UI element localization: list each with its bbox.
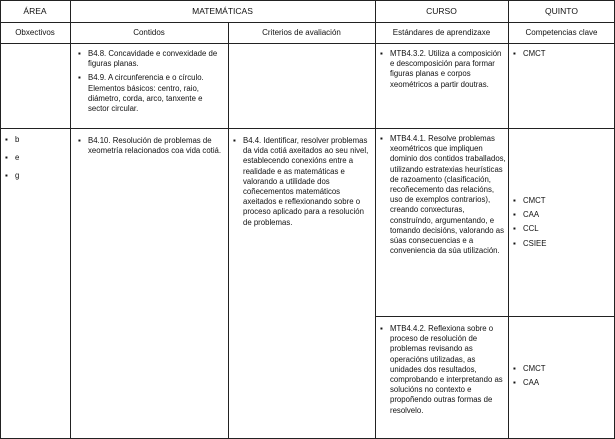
list-item: ▪ MTB4.3.2. Utiliza a composición e descomposición para formar figuras planas e corpos xeométricos a partir doutras. xyxy=(380,49,506,90)
list-item: ▪ CMCT xyxy=(513,364,611,374)
list-item: ▪ g xyxy=(5,171,65,181)
table-border xyxy=(228,22,229,439)
subheader-contents: Contidos xyxy=(133,28,165,37)
list-item: ▪ B4.10. Resolución de problemas de xeometría relacionados coa vida cotiá. xyxy=(78,136,224,156)
list-item: ▪ CSIEE xyxy=(513,239,611,249)
header-course: QUINTO xyxy=(545,6,578,16)
table-border xyxy=(0,0,615,1)
list-item: ▪ CAA xyxy=(513,378,611,388)
list-item: ▪ CCL xyxy=(513,224,611,234)
header-subject: MATEMÁTICAS xyxy=(192,6,253,16)
list-item: ▪ B4.8. Concavidade e convexidade de figuras planas. xyxy=(78,49,224,69)
row2-standard-1 xyxy=(380,134,506,256)
row2-competences-2 xyxy=(513,364,611,388)
list-item: ▪ CAA xyxy=(513,210,611,220)
row1-competences xyxy=(513,49,611,59)
table-border xyxy=(70,0,71,439)
row2-standard-2 xyxy=(380,324,506,416)
row2-contents xyxy=(78,136,224,156)
list-item: ▪ e xyxy=(5,153,65,163)
row2-competences-1 xyxy=(513,196,611,249)
list-item: ▪ B4.4. Identificar, resolver problemas da vida cotiá axeitados ao seu nivel, establecendo conexións entre a realidade e as matemáticas e valorando a utilidade dos coñecementos matemáticos axeitados e reflexionando sobre o proceso aplicado para a resolución de problemas. xyxy=(233,136,373,228)
table-border xyxy=(0,22,615,23)
list-item: ▪ CMCT xyxy=(513,49,611,59)
list-item: ▪ CMCT xyxy=(513,196,611,206)
subheader-objectives: Obxectivos xyxy=(15,28,55,37)
header-stage: CURSO xyxy=(426,6,457,16)
list-item: ▪ B4.9. A circunferencia e o círculo. Elementos básicos: centro, raio, diámetro, corda, arco, tanxente e sector circular. xyxy=(78,73,224,114)
table-border xyxy=(375,316,615,317)
row2-objectives xyxy=(5,135,65,182)
table-border xyxy=(375,0,376,439)
list-item: ▪ MTB4.4.2. Reflexiona sobre o proceso de resolución de problemas revisando as operacións utilizadas, as unidades dos resultados, comprobando e interpretando as solucións no contexto e propoñendo outras formas de resolvelo. xyxy=(380,324,506,416)
subheader-competences: Competencias clave xyxy=(525,28,598,37)
table-border xyxy=(508,0,509,439)
table-border xyxy=(0,128,615,129)
subheader-criteria: Criterios de avaliación xyxy=(262,28,341,37)
row1-standard xyxy=(380,49,506,90)
table-border xyxy=(0,0,1,439)
subheader-standards: Estándares de aprendizaxe xyxy=(392,28,491,37)
header-area: ÁREA xyxy=(23,6,47,16)
row1-contents xyxy=(78,49,224,114)
row2-criteria xyxy=(233,136,373,228)
list-item: ▪ MTB4.4.1. Resolve problemas xeométricos que impliquen dominio dos contidos traballados, utilizando estratexias heurísticas de razoamento (clasificación, recoñecemento das relacións, uso de exemplos contrarios), creando conxecturas, construíndo, argumentando, e tomando decisións, valorando as súas consecuencias e a conveniencia da súa utilización. xyxy=(380,134,506,256)
table-border xyxy=(0,43,615,44)
list-item: ▪ b xyxy=(5,135,65,145)
